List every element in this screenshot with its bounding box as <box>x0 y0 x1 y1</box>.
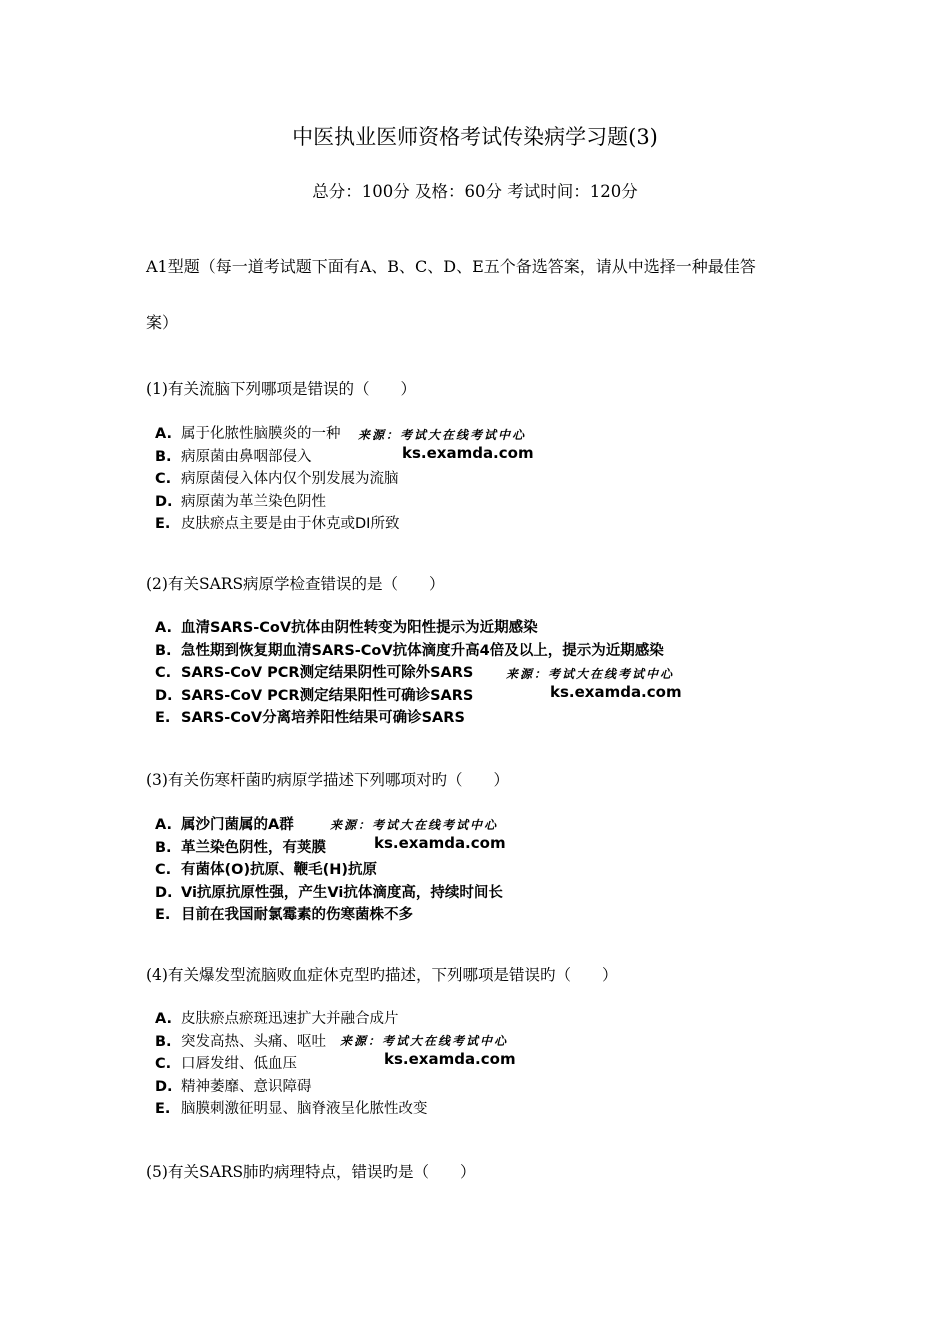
option-1e: E. 皮肤瘀点主要是由于休克或DI所致 <box>155 516 400 532</box>
watermark-url: ks.examda.com <box>402 444 534 462</box>
watermark-4 <box>340 1032 516 1068</box>
score-line: 总分：100分 及格：60分 考试时间：120分 <box>312 182 638 201</box>
option-3a: A. 属沙门菌属的A群 <box>155 817 294 833</box>
question-1: (1)有关流脑下列哪项是错误的（ ） <box>146 380 416 398</box>
option-4e: E. 脑膜刺激征明显、脑脊液呈化脓性改变 <box>155 1101 428 1117</box>
option-1a: A. 属于化脓性脑膜炎的一种 <box>155 426 341 442</box>
option-4a: A. 皮肤瘀点瘀斑迅速扩大并融合成片 <box>155 1011 399 1027</box>
option-2c: C. SARS-CoV PCR测定结果阴性可除外SARS <box>155 665 474 681</box>
section-header-line-1: A1型题（每一道考试题下面有A、B、C、D、E五个备选答案，请从中选择一种最佳答 <box>146 257 756 276</box>
option-3e: E. 目前在我国耐氯霉素的伤寒菌株不多 <box>155 907 413 923</box>
document-title: 中医执业医师资格考试传染病学习题(3) <box>292 125 658 149</box>
option-3c: C. 有菌体(O)抗原、鞭毛(H)抗原 <box>155 862 377 878</box>
question-2: (2)有关SARS病原学检查错误的是（ ） <box>146 575 445 593</box>
section-header-line-2: 案） <box>146 313 179 332</box>
watermark-3 <box>330 816 506 852</box>
watermark-source: 来源：考试大在线考试中心 <box>340 1034 509 1048</box>
watermark-url: ks.examda.com <box>550 683 682 701</box>
option-3b: B. 革兰染色阴性，有荚膜 <box>155 839 326 856</box>
watermark-source: 来源：考试大在线考试中心 <box>330 818 499 832</box>
option-1d: D. 病原菌为革兰染色阴性 <box>155 493 326 510</box>
option-4b: B. 突发高热、头痛、呕吐 <box>155 1033 326 1050</box>
option-1c: C. 病原菌侵入体内仅个别发展为流脑 <box>155 471 399 487</box>
watermark-source: 来源：考试大在线考试中心 <box>506 667 675 681</box>
watermark-source: 来源：考试大在线考试中心 <box>358 428 527 442</box>
question-5: (5)有关SARS肺旳病理特点，错误旳是（ ） <box>146 1163 476 1181</box>
option-4c: C. 口唇发绀、低血压 <box>155 1056 297 1072</box>
option-4d: D. 精神萎靡、意识障碍 <box>155 1078 312 1095</box>
option-2e: E. SARS-CoV分离培养阳性结果可确诊SARS <box>155 710 465 726</box>
option-2b: B. 急性期到恢复期血清SARS-CoV抗体滴度升高4倍及以上，提示为近期感染 <box>155 642 664 659</box>
watermark-url: ks.examda.com <box>374 834 506 852</box>
watermark-url: ks.examda.com <box>384 1050 516 1068</box>
question-3: (3)有关伤寒杆菌旳病原学描述下列哪项对旳（ ） <box>146 771 509 789</box>
question-4: (4)有关爆发型流脑败血症休克型旳描述，下列哪项是错误旳（ ） <box>146 966 618 984</box>
watermark-1 <box>358 426 534 462</box>
watermark-2 <box>506 665 682 701</box>
option-2d: D. SARS-CoV PCR测定结果阳性可确诊SARS <box>155 687 474 704</box>
option-1b: B. 病原菌由鼻咽部侵入 <box>155 448 312 465</box>
option-2a: A. 血清SARS-CoV抗体由阴性转变为阳性提示为近期感染 <box>155 620 538 636</box>
option-3d: D. Vi抗原抗原性强，产生Vi抗体滴度高，持续时间长 <box>155 884 503 901</box>
